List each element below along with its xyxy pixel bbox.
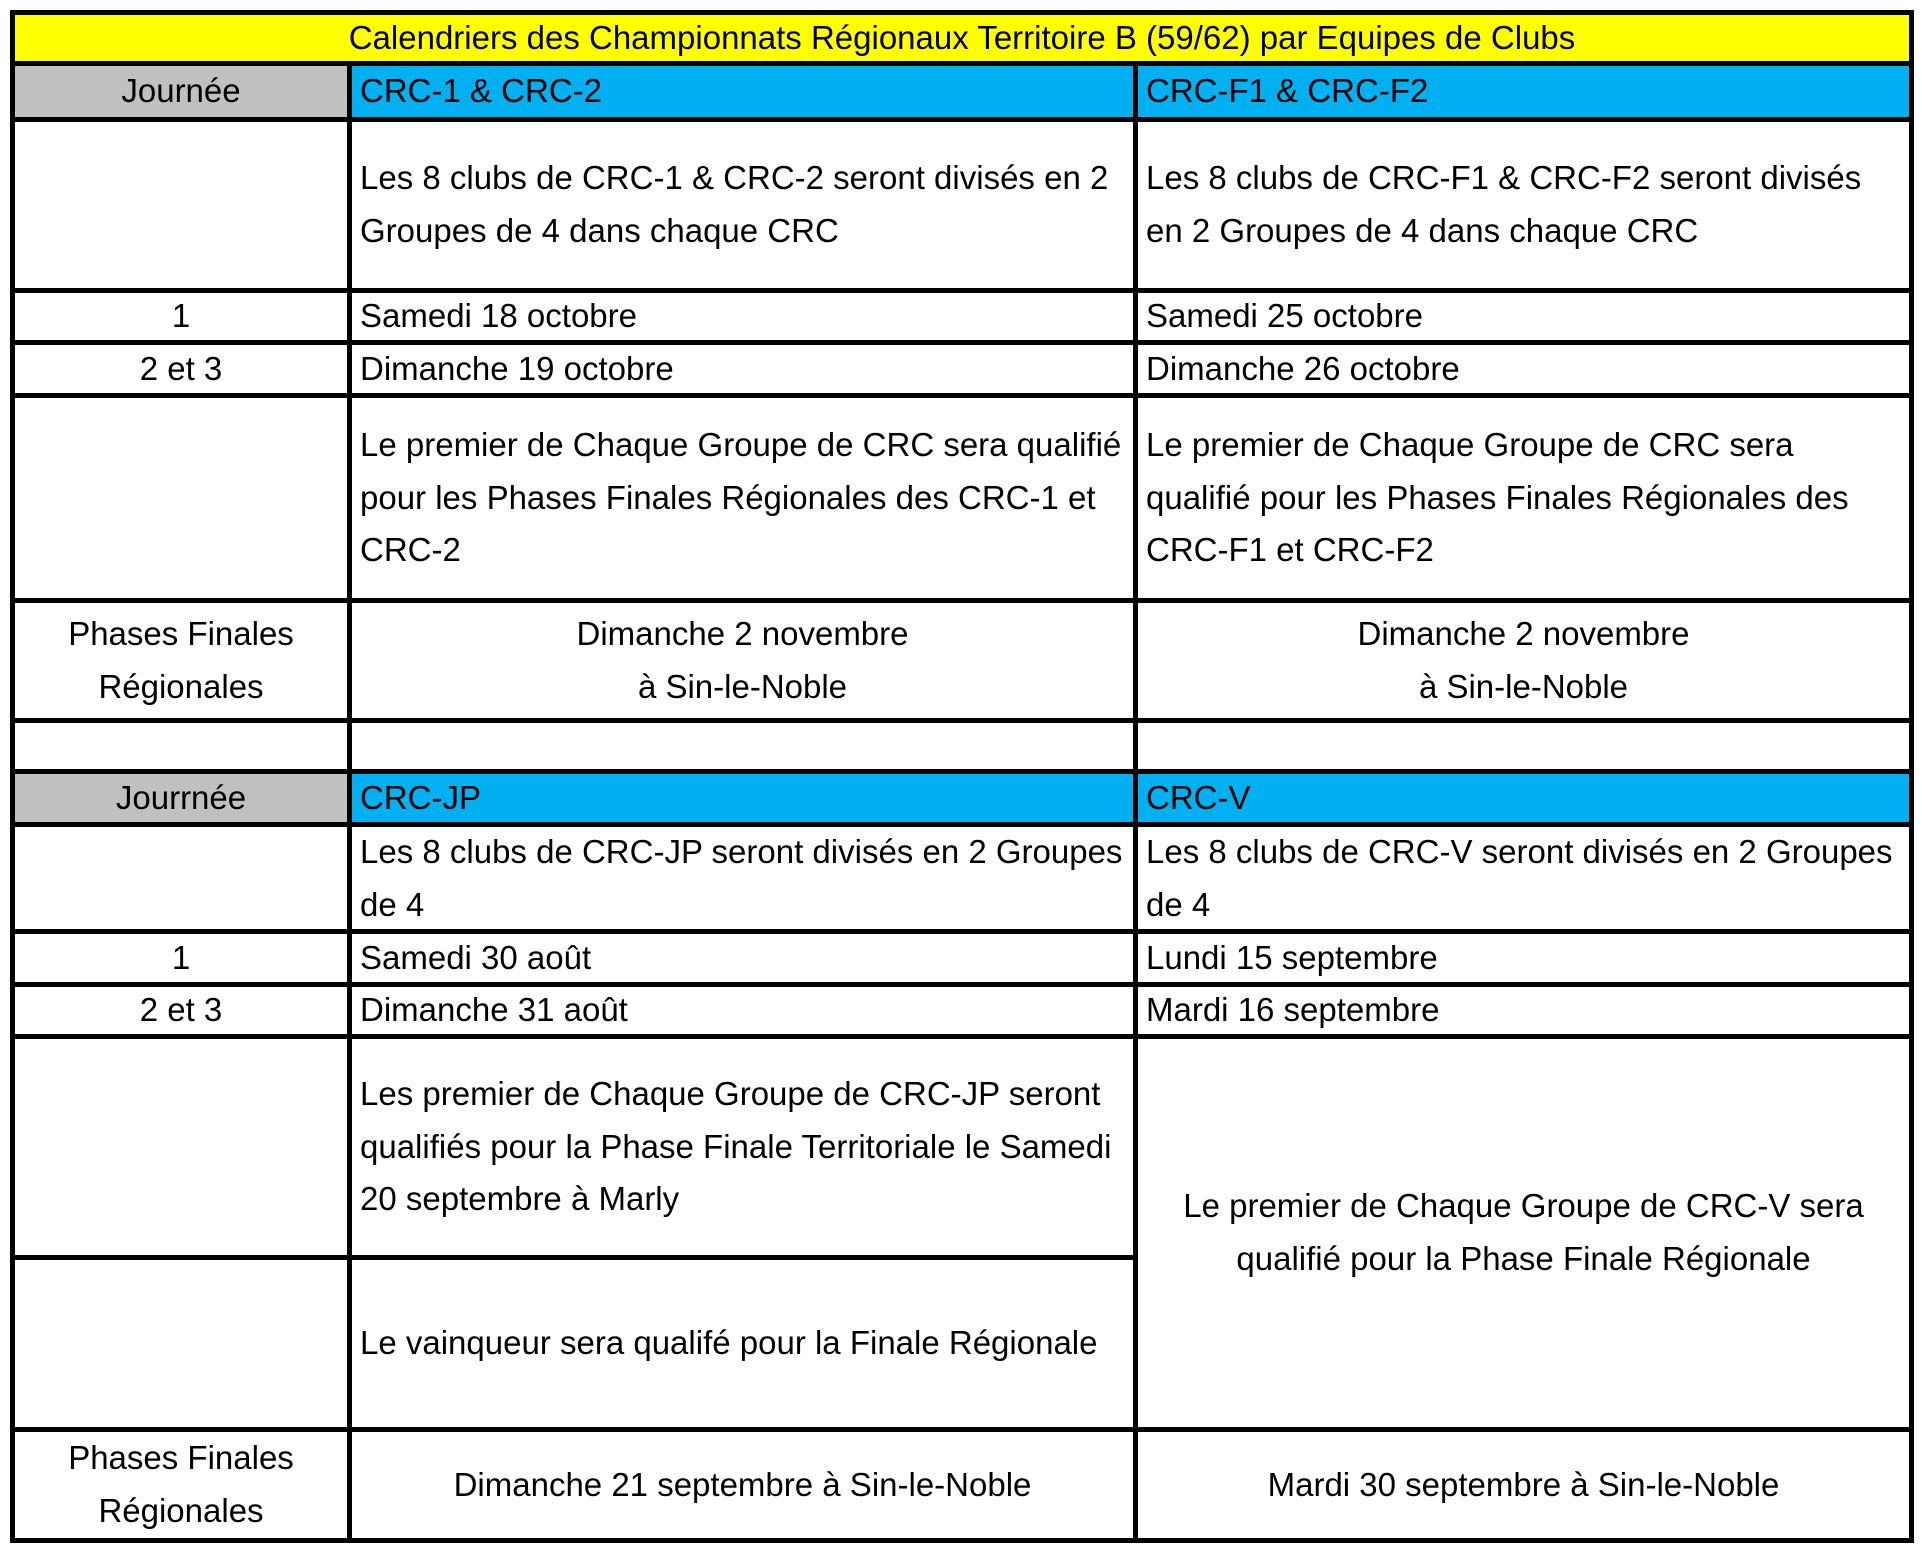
finale-location: à Sin-le-Noble xyxy=(637,667,848,705)
table-row xyxy=(15,398,1909,603)
crc1-crc2-header: CRC-1 & CRC-2 xyxy=(352,66,1138,117)
finale-date: Dimanche 2 novembre xyxy=(1357,614,1690,652)
empty-cell xyxy=(15,723,352,769)
empty-cell xyxy=(1138,723,1909,769)
label-line: Phases Finales xyxy=(68,614,294,652)
qualification-cell: Le premier de Chaque Groupe de CRC sera qualifié pour les Phases Finales Régionales des CRC-1 et CRC-2 xyxy=(352,398,1138,598)
date-cell: Samedi 30 août xyxy=(352,934,1138,982)
crcf1-crcf2-header: CRC-F1 & CRC-F2 xyxy=(1138,66,1909,117)
table-title: Calendriers des Championnats Régionaux Territoire B (59/62) par Equipes de Clubs xyxy=(15,15,1909,61)
journee-cell xyxy=(15,1260,352,1427)
table-row xyxy=(15,1039,1138,1260)
finale-date-cell: Dimanche 21 septembre à Sin-le-Noble xyxy=(352,1432,1138,1538)
section2-header-row xyxy=(15,774,1909,827)
journee-cell xyxy=(15,122,352,288)
journee-cell xyxy=(15,1039,352,1255)
schedule-table xyxy=(10,10,1914,1543)
label-line: Phases Finales xyxy=(68,1439,294,1477)
journee-header: Jourrnée xyxy=(15,774,352,822)
description-cell: Les 8 clubs de CRC-JP seront divisés en 2 Groupes de 4 xyxy=(352,827,1138,929)
finale-date: Dimanche 2 novembre xyxy=(576,614,909,652)
journee-cell: 1 xyxy=(15,934,352,982)
table-row xyxy=(15,345,1909,398)
label-line: Régionales xyxy=(98,1492,264,1529)
date-cell: Dimanche 19 octobre xyxy=(352,345,1138,393)
table-row xyxy=(15,987,1909,1039)
qualification-cell: Le vainqueur sera qualifé pour la Finale Régionale xyxy=(352,1260,1138,1427)
label-line: Régionales xyxy=(98,667,264,705)
date-cell: Lundi 15 septembre xyxy=(1146,938,1438,976)
spacer-row xyxy=(15,723,1909,774)
crc-v-qualification-cell: Le premier de Chaque Groupe de CRC-V sera qualifié pour la Phase Finale Régionale xyxy=(1183,1187,1864,1277)
table-row xyxy=(15,293,1909,345)
empty-cell xyxy=(352,723,1138,769)
crc-jp-header: CRC-JP xyxy=(352,774,1138,822)
date-cell: Mardi 16 septembre xyxy=(1146,991,1440,1029)
crc-v-header: CRC-V xyxy=(1138,774,1909,822)
table-row xyxy=(15,934,1909,987)
description-cell: Les 8 clubs de CRC-V seront divisés en 2 Groupes de 4 xyxy=(1146,832,1893,923)
phases-finales-label xyxy=(15,603,352,718)
qualification-block xyxy=(15,1039,1909,1432)
title-row xyxy=(15,15,1909,66)
journee-cell: 2 et 3 xyxy=(15,987,352,1034)
finale-date-cell: Mardi 30 septembre à Sin-le-Noble xyxy=(1267,1465,1780,1503)
table-row xyxy=(15,1260,1138,1427)
date-cell: Dimanche 26 octobre xyxy=(1146,349,1460,387)
journee-header: Journée xyxy=(15,66,352,117)
description-cell: Les 8 clubs de CRC-F1 & CRC-F2 seront divisés en 2 Groupes de 4 dans chaque CRC xyxy=(1146,159,1862,249)
journee-cell: 1 xyxy=(15,293,352,340)
journee-cell xyxy=(15,827,352,929)
journee-cell: 2 et 3 xyxy=(15,345,352,393)
finale-location: à Sin-le-Noble xyxy=(1418,667,1629,705)
date-cell: Samedi 25 octobre xyxy=(1146,297,1424,335)
table-row xyxy=(15,827,1909,934)
table-row xyxy=(15,603,1909,723)
qualification-cell: Le premier de Chaque Groupe de CRC sera qualifié pour les Phases Finales Régionales des CRC-F1 et CRC-F2 xyxy=(1146,425,1849,569)
date-cell: Samedi 18 octobre xyxy=(352,293,1138,340)
date-cell: Dimanche 31 août xyxy=(352,987,1138,1034)
finale-date-cell xyxy=(1138,603,1909,718)
description-cell: Les 8 clubs de CRC-1 & CRC-2 seront divisés en 2 Groupes de 4 dans chaque CRC xyxy=(352,122,1138,288)
phases-finales-label xyxy=(15,1432,352,1538)
table-row xyxy=(15,122,1909,293)
table-row xyxy=(15,1432,1909,1538)
section1-header-row xyxy=(15,66,1909,122)
qualification-cell: Les premier de Chaque Groupe de CRC-JP seront qualifiés pour la Phase Finale Territoriale le Samedi 20 septembre à Marly xyxy=(352,1039,1138,1255)
journee-cell xyxy=(15,398,352,598)
finale-date-cell xyxy=(352,603,1138,718)
